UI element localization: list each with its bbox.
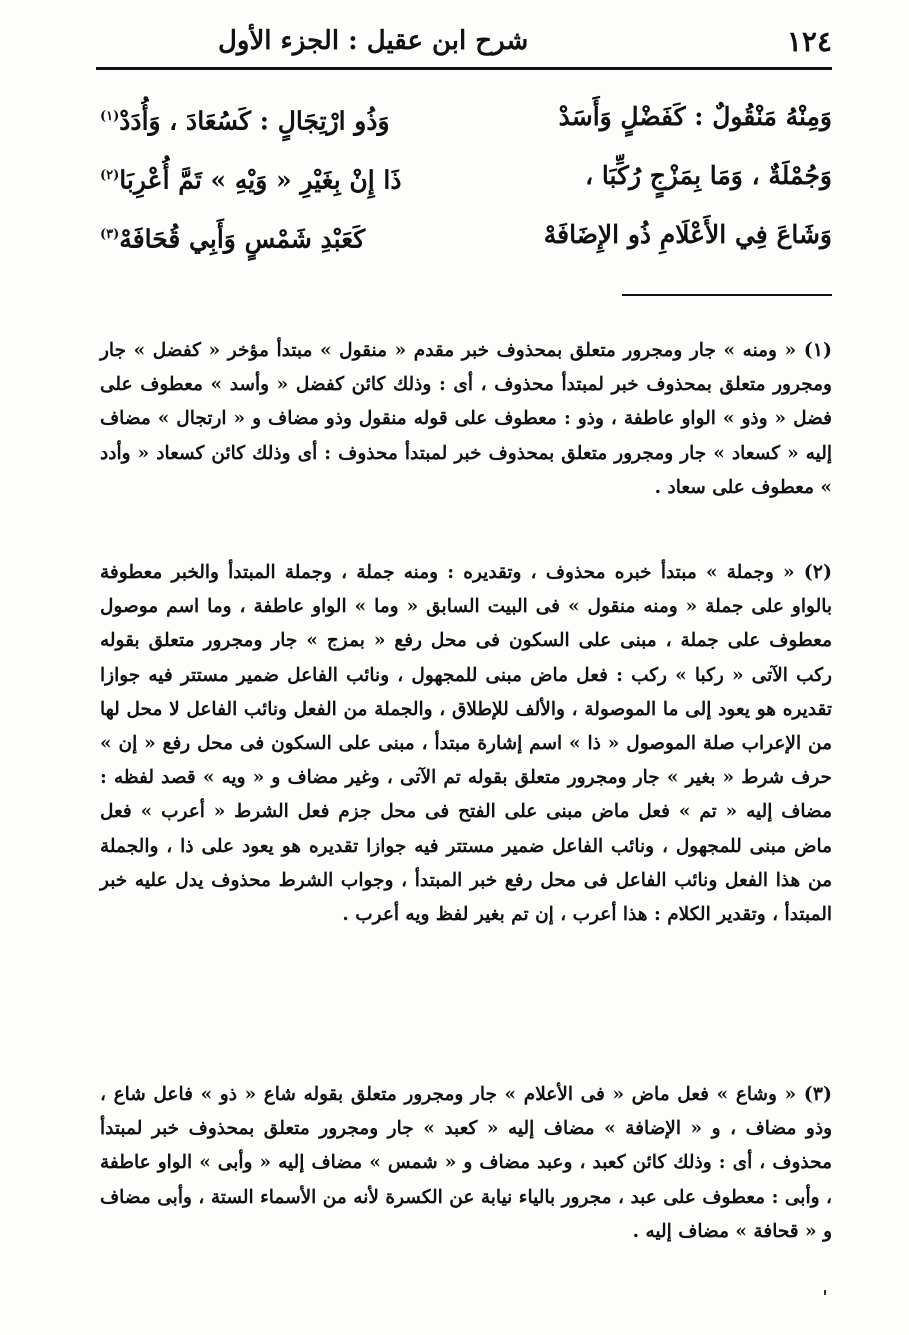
footnote-text: « وجملة » مبتدأ خبره محذوف ، وتقديره : ومنه جملة ، وجملة المبتدأ والخبر معطوفة بالواو على جملة « ومنه منقول » فى البيت السابق « وما » الواو عاطفة ، وما اسم موصول معطوف على جملة ، مبنى على السكون فى محل رفع « بمزج » جار ومجرور متعلق بقوله ركب الآتى « ركبا » ركب : فعل ماض مبنى للمجهول ، ونائب الفاعل ضمير مستتر فيه جوازا تقديره هو يعود إلى ما الموصولة ، والألف للإطلاق ، والجملة من الفعل ونائب الفاعل لا محل لها من الإعراب صلة الموصول « ذا » اسم إشارة مبتدأ ، مبنى على السكون فى محل رفع « إن » حرف شرط « بغير » جار ومجرور متعلق بقوله تم الآتى ، وغير مضاف و « ويه » قصد لفظه : مضاف إليه « تم » فعل ماض مبنى على الفتح فى محل جزم فعل الشرط « أعرب » فعل ماض مبنى للمجهول ، ونائب الفاعل ضمير مستتر فيه جوازا تقديره هو يعود على ذا ، والجملة من هذا الفعل ونائب الفاعل فى محل رفع خبر المبتدأ ، وجواب الشرط محذوف يدل عليه خبر المبتدأ ، وتقدير الكلام : هذا أعرب ، إن تم بغير لفظ ويه أعرب . — [100, 562, 832, 926]
footnote-3 — [100, 1077, 832, 1249]
footnote-marker: (١) — [100, 109, 120, 124]
verse-line — [100, 88, 832, 146]
footnote-number: (٣) — [803, 1083, 832, 1105]
verse-line — [100, 147, 832, 205]
running-title: شرح ابن عقيل : الجزء الأول — [218, 26, 529, 56]
footnote-number: (١) — [803, 339, 832, 361]
verse-second-hemistich — [100, 88, 390, 146]
footnote-number: (٢) — [803, 561, 832, 583]
verse-first-hemistich: وَجُمْلَةٌ ، وَمَا بِمَزْجٍ رُكِّبَا ، — [585, 161, 832, 190]
footnote-2 — [100, 555, 832, 932]
footnote-marker: (٣) — [100, 227, 120, 242]
verse-second-hemistich — [100, 206, 365, 264]
page-header — [98, 18, 832, 64]
ink-speck — [824, 1290, 826, 1295]
verse-first-hemistich: وَشَاعَ فِي الأَعْلَامِ ذُو الإِضَافَهْ — [543, 220, 832, 249]
hemistich-text: وَذُو ارْتِجَالٍ : كَسُعَادَ ، وَأُدَدْ — [119, 106, 390, 136]
hemistich-text: ذَا إِنْ بِغَيْرِ « وَيْهِ » تَمَّ أُعْرِبَا — [119, 165, 402, 195]
verse-line — [100, 206, 832, 264]
footnote-separator — [622, 294, 832, 296]
footnote-text: « ومنه » جار ومجرور متعلق بمحذوف خبر مقدم « منقول » مبتدأ مؤخر « كفضل » جار ومجرور متعلق بمحذوف خبر لمبتدأ محذوف ، أى : وذلك كائن كفضل « وأسد » معطوف على فضل « وذو » الواو عاطفة ، وذو : معطوف على قوله منقول وذو مضاف و « ارتجال » مضاف إليه « كسعاد » جار ومجرور متعلق بمحذوف خبر لمبتدأ محذوف : أى وذلك كائن كسعاد « وأدد » معطوف على سعاد . — [100, 340, 832, 498]
footnote-marker: (٢) — [100, 168, 120, 183]
page-number: ١٢٤ — [786, 24, 832, 58]
verse-first-hemistich: وَمِنْهُ مَنْقُولٌ : كَفَضْلٍ وَأَسَدْ — [558, 102, 832, 131]
footnote-1 — [100, 333, 832, 505]
hemistich-text: كَعَبْدِ شَمْسٍ وَأَبِي قُحَافَهْ — [119, 224, 366, 254]
footnote-text: « وشاع » فعل ماض « فى الأعلام » جار ومجرور متعلق بقوله شاع « ذو » فاعل شاع ، وذو مضاف ، و « الإضافة » مضاف إليه « كعبد » جار ومجرور متعلق بمحذوف خبر لمبتدأ محذوف ، أى : وذلك كائن كعبد ، وعبد مضاف و « شمس » مضاف إليه « وأبى » الواو عاطفة ، وأبى : معطوف على عبد ، مجرور بالياء نيابة عن الكسرة لأنه من الأسماء الستة ، وأبى مضاف و « قحافة » مضاف إليه . — [100, 1084, 832, 1242]
header-rule — [96, 67, 832, 70]
verse-second-hemistich — [100, 147, 401, 205]
